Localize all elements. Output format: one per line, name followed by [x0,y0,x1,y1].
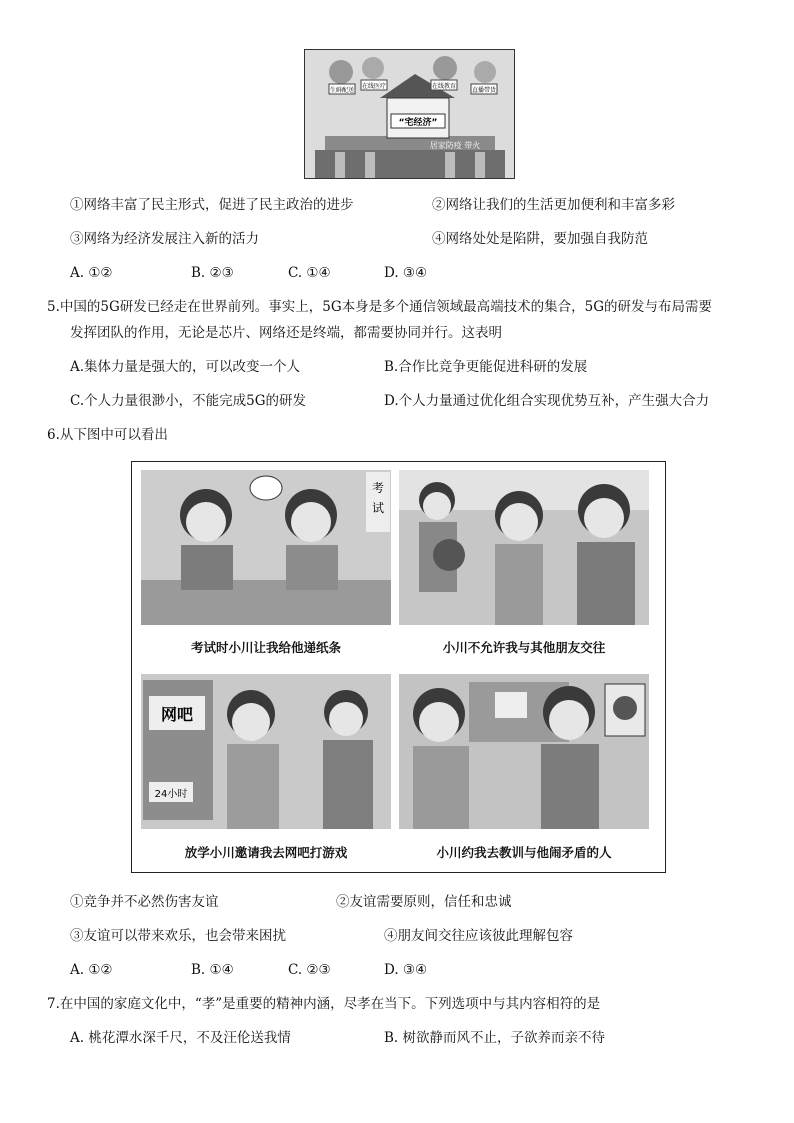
q6-option-2: ②友谊需要原则，信任和忠诚 [336,894,512,910]
comic-caption-2: 小川不允许我与其他朋友交往 [442,640,606,655]
q5-stem-line1: 5.中国的5G研发已经走在世界前列。事实上，5G本身是多个通信领域最高端技术的集合，5G的研发与布局需要 [47,299,712,315]
q6-choice-c: C. ②③ [288,962,331,978]
comic-panel-2 [399,470,649,625]
exam-sign-char-2: 试 [371,501,385,515]
q4-choice-b: B. ②③ [191,265,234,281]
exam-sign-char-1: 考 [371,481,385,495]
q4-option-3: ③网络为经济发展注入新的活力 [70,231,259,247]
tag-live-commerce: 直播带货 [471,87,497,94]
open-24h-sign: 24小时 [154,789,188,800]
q6-option-3: ③友谊可以带来欢乐，也会带来困扰 [70,928,286,944]
q5-stem-line2: 发挥团队的作用，无论是芯片、网络还是终端，都需要协同并行。这表明 [70,325,502,341]
tag-online-medical: 在线医疗 [361,83,387,90]
q4-choice-d: D. ③④ [384,265,428,281]
comic-panel-3 [141,674,391,829]
q7-choice-a: A. 桃花潭水深千尺，不及汪伦送我情 [70,1030,291,1046]
comic-panel-1 [141,470,391,625]
q4-choice-a: A. ①② [70,265,113,281]
internet-cafe-sign: 网吧 [160,705,194,724]
q4-option-4: ④网络处处是陷阱，要加强自我防范 [432,231,648,247]
tag-online-education: 在线教育 [431,83,457,90]
house-label: “宅经济” [398,118,438,128]
comic-panel-1-art [141,470,391,625]
comic-panel-4 [399,674,649,829]
q5-choice-d: D.个人力量通过优化组合实现优势互补，产生强大合力 [384,393,710,409]
house-economy-cartoon [304,49,515,179]
q5-choice-c: C.个人力量很渺小，不能完成5G的研发 [70,393,307,409]
q4-choice-c: C. ①④ [288,265,331,281]
q6-choice-d: D. ③④ [384,962,428,978]
comic-caption-4: 小川约我去教训与他闹矛盾的人 [436,845,612,860]
q6-choice-b: B. ①④ [191,962,234,978]
q5-choice-a: A.集体力量是强大的，可以改变一个人 [70,359,301,375]
q6-option-4: ④朋友间交往应该彼此理解包容 [384,928,573,944]
friendship-comic-figure [131,461,666,873]
q6-option-1: ①竞争并不必然伤害友谊 [70,894,219,910]
q7-choice-b: B. 树欲静而风不止，子欲养而亲不待 [384,1030,606,1046]
cartoon-illustration [305,50,514,178]
comic-panel-3-art [141,674,391,829]
comic-caption-1: 考试时小川让我给他递纸条 [190,640,341,655]
q7-stem: 7.在中国的家庭文化中，“孝”是重要的精神内涵，尽孝在当下。下列选项中与其内容相符的是 [47,996,601,1012]
comic-panel-4-art [399,674,649,829]
q6-choice-a: A. ①② [70,962,113,978]
q5-choice-b: B.合作比竞争更能促进科研的发展 [384,359,588,375]
comic-caption-3: 放学小川邀请我去网吧打游戏 [184,845,348,860]
q6-stem: 6.从下图中可以看出 [47,427,168,443]
q4-option-1: ①网络丰富了民主形式，促进了民主政治的进步 [70,197,354,213]
tag-fresh-delivery: 生鲜配送 [329,87,355,94]
base-label: 居家防疫 带火 [429,141,481,150]
q4-option-2: ②网络让我们的生活更加便利和丰富多彩 [432,197,675,213]
comic-panel-2-art [399,470,649,625]
